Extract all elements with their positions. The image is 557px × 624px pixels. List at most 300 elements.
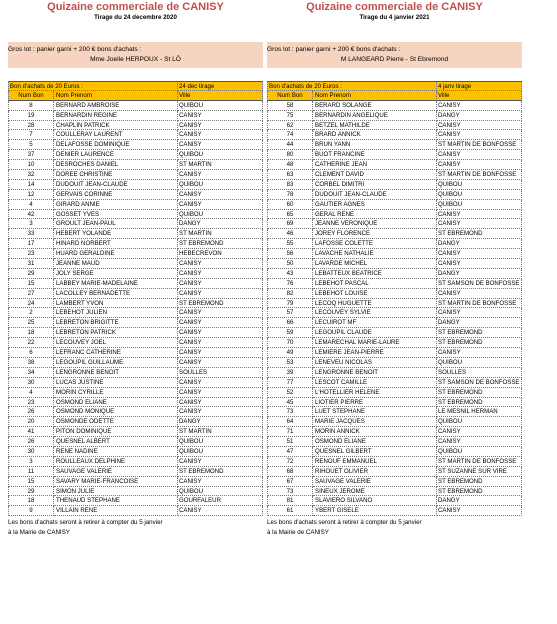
winners-table — [8, 81, 263, 516]
cell-num-bon: 10 — [8, 160, 54, 170]
cell-num-bon: 26 — [8, 437, 54, 447]
table-row — [267, 200, 522, 210]
cell-nom-prenom: DUDOUIT JEAN-CLAUDE — [54, 180, 178, 190]
cell-num-bon: 23 — [8, 249, 54, 259]
cell-num-bon: 30 — [8, 378, 54, 388]
cell-num-bon: 39 — [267, 368, 313, 378]
pickup-note-line2: à la Mairie de CANISY — [267, 529, 329, 537]
table-row — [8, 229, 263, 239]
cell-num-bon: 25 — [8, 318, 54, 328]
cell-nom-prenom: RIHOUET OLIVIER — [313, 467, 437, 477]
cell-nom-prenom: SINEUX JEROME — [313, 487, 437, 497]
table-header-label-row — [8, 81, 263, 91]
cell-nom-prenom: LUET STEPHANE — [313, 407, 437, 417]
cell-nom-prenom: BERNARDIN REGINE — [54, 111, 178, 121]
cell-num-bon: 67 — [267, 477, 313, 487]
cell-nom-prenom: OSMOND ELIANE — [313, 437, 437, 447]
table-row — [8, 239, 263, 249]
cell-nom-prenom: CORBEL DIMITRI — [313, 180, 437, 190]
cell-nom-prenom: GERAL RENE — [313, 210, 437, 220]
cell-num-bon: 48 — [267, 160, 313, 170]
cell-nom-prenom: LAVARDE MICHEL — [313, 259, 437, 269]
table-row — [267, 427, 522, 437]
cell-nom-prenom: LECOUVEY SYLVIE — [313, 308, 437, 318]
cell-num-bon: 62 — [267, 121, 313, 131]
cell-num-bon: 31 — [8, 259, 54, 269]
cell-ville: QUIBOU — [178, 150, 263, 160]
cell-num-bon: 78 — [267, 190, 313, 200]
cell-nom-prenom: GOSSET YVES — [54, 210, 178, 220]
table-row — [267, 190, 522, 200]
cell-ville: CANISY — [437, 259, 522, 269]
cell-ville: CANISY — [178, 477, 263, 487]
table-row — [8, 160, 263, 170]
table-row — [267, 150, 522, 160]
cell-num-bon: 14 — [8, 180, 54, 190]
cell-num-bon: 80 — [267, 150, 313, 160]
table-row — [267, 407, 522, 417]
cell-ville: CANISY — [437, 160, 522, 170]
cell-num-bon: 76 — [267, 279, 313, 289]
cell-ville: CANISY — [178, 121, 263, 131]
cell-num-bon: 57 — [267, 308, 313, 318]
cell-num-bon: 71 — [267, 427, 313, 437]
cell-ville: CANISY — [437, 150, 522, 160]
cell-ville: CANISY — [437, 506, 522, 516]
cell-nom-prenom: COULLERAY LAURENT — [54, 130, 178, 140]
cell-nom-prenom: ROULLEAUX DELPHINE — [54, 457, 178, 467]
cell-nom-prenom: LACOLLEY BERNADETTE — [54, 289, 178, 299]
table-row — [8, 328, 263, 338]
table-row — [8, 269, 263, 279]
table-row — [8, 496, 263, 506]
pickup-note — [267, 518, 522, 538]
cell-num-bon: 58 — [267, 101, 313, 111]
cell-nom-prenom: THENAUD STEPHANE — [54, 496, 178, 506]
table-row — [267, 368, 522, 378]
cell-ville: QUIBOU — [437, 417, 522, 427]
cell-nom-prenom: SIMON JULIE — [54, 487, 178, 497]
table-row — [8, 140, 263, 150]
cell-num-bon: 33 — [8, 229, 54, 239]
cell-ville: ST MARTIN — [178, 427, 263, 437]
cell-ville: CANISY — [178, 388, 263, 398]
cell-ville: CANISY — [437, 210, 522, 220]
cell-ville: CANISY — [437, 101, 522, 111]
table-row — [8, 210, 263, 220]
cell-ville: HEBECREVON — [178, 249, 263, 259]
cell-num-bon: 77 — [267, 378, 313, 388]
cell-nom-prenom: PITON DOMINIQUE — [54, 427, 178, 437]
table-body — [267, 101, 522, 516]
pickup-note — [8, 518, 263, 538]
table-row — [267, 358, 522, 368]
cell-num-bon: 6 — [8, 348, 54, 358]
cell-ville: CANISY — [437, 289, 522, 299]
cell-num-bon: 68 — [267, 467, 313, 477]
cell-nom-prenom: QUESNEL ALBERT — [54, 437, 178, 447]
cell-num-bon: 50 — [267, 259, 313, 269]
cell-nom-prenom: HEBERT YOLANDE — [54, 229, 178, 239]
table-row — [8, 477, 263, 487]
cell-ville: QUIBOU — [178, 210, 263, 220]
cell-nom-prenom: LEMARECHAL MARIE-LAURE — [313, 338, 437, 348]
cell-ville: ST EBREMOND — [178, 299, 263, 309]
prize-winner: Mme Joelle HERPOUX - St LÔ — [90, 56, 181, 63]
cell-nom-prenom: BERARD SOLANGE — [313, 101, 437, 111]
cell-nom-prenom: RENOUF EMMANUEL — [313, 457, 437, 467]
cell-num-bon: 22 — [8, 338, 54, 348]
cell-ville: SOULLES — [437, 368, 522, 378]
table-row — [267, 496, 522, 506]
cell-nom-prenom: JOREY FLORENCE — [313, 229, 437, 239]
table-row — [267, 477, 522, 487]
table-row — [8, 447, 263, 457]
cell-ville: QUIBOU — [178, 447, 263, 457]
cell-nom-prenom: YBERT GISELE — [313, 506, 437, 516]
cell-num-bon: 34 — [8, 368, 54, 378]
cell-nom-prenom: QUESNEL GILBERT — [313, 447, 437, 457]
panel-tirage-4-janvier — [267, 0, 522, 538]
cell-nom-prenom: DUDOUIT JEAN-CLAUDE — [313, 190, 437, 200]
cell-num-bon: 63 — [267, 170, 313, 180]
table-row — [267, 259, 522, 269]
table-row — [267, 447, 522, 457]
table-row — [8, 130, 263, 140]
cell-ville: ST MARTIN DE BONFOSSE — [437, 299, 522, 309]
winners-table — [267, 81, 522, 516]
cell-ville: CANISY — [178, 190, 263, 200]
cell-nom-prenom: DENIER LAURENCE — [54, 150, 178, 160]
cell-ville: ST MARTIN — [178, 229, 263, 239]
cell-nom-prenom: LECOQ HUGUETTE — [313, 299, 437, 309]
cell-ville: QUIBOU — [178, 180, 263, 190]
cell-num-bon: 55 — [267, 239, 313, 249]
cell-nom-prenom: RENE NADINE — [54, 447, 178, 457]
table-row — [267, 417, 522, 427]
table-row — [267, 348, 522, 358]
cell-nom-prenom: DOREE CHRISTINE — [54, 170, 178, 180]
cell-nom-prenom: JEANNE VERONIQUE — [313, 219, 437, 229]
cell-num-bon: 66 — [267, 318, 313, 328]
cell-ville: CANISY — [178, 348, 263, 358]
cell-ville: CANISY — [178, 279, 263, 289]
cell-ville: DANGY — [437, 496, 522, 506]
table-row — [267, 180, 522, 190]
cell-ville: CANISY — [437, 121, 522, 131]
cell-ville: CANISY — [178, 111, 263, 121]
cell-nom-prenom: LEBRETON BRIGITTE — [54, 318, 178, 328]
table-row — [267, 388, 522, 398]
cell-ville: SOULLES — [178, 368, 263, 378]
table-row — [267, 318, 522, 328]
cell-ville: CANISY — [178, 378, 263, 388]
cell-ville: ST EBREMOND — [178, 239, 263, 249]
cell-num-bon: 72 — [267, 457, 313, 467]
table-row — [267, 121, 522, 131]
cell-num-bon: 28 — [8, 121, 54, 131]
panel-title: Quizaine commerciale de CANISY — [306, 1, 483, 13]
cell-num-bon: 32 — [8, 170, 54, 180]
cell-nom-prenom: LEBEHOT JULIEN — [54, 308, 178, 318]
cell-nom-prenom: L'HOTELLIER HELENE — [313, 388, 437, 398]
cell-nom-prenom: LEGOUPIL CLAUDE — [313, 328, 437, 338]
cell-num-bon: 83 — [267, 180, 313, 190]
cell-ville: DANGY — [437, 111, 522, 121]
cell-nom-prenom: SLAVIERO SILVANO — [313, 496, 437, 506]
table-row — [267, 210, 522, 220]
cell-nom-prenom: OSMOND MONIQUE — [54, 407, 178, 417]
cell-num-bon: 47 — [267, 447, 313, 457]
cell-nom-prenom: BERNARDIN ANGELIQUE — [313, 111, 437, 121]
cell-ville: DANGY — [437, 269, 522, 279]
cell-nom-prenom: BETZEL MATHILDE — [313, 121, 437, 131]
cell-num-bon: 49 — [267, 348, 313, 358]
cell-nom-prenom: BRUN YANN — [313, 140, 437, 150]
cell-num-bon: 79 — [267, 299, 313, 309]
table-row — [8, 467, 263, 477]
cell-num-bon: 11 — [8, 467, 54, 477]
panel-title: Quizaine commerciale de CANISY — [47, 1, 224, 13]
cell-ville: ST MARTIN DE BONFOSSE — [437, 140, 522, 150]
cell-num-bon: 81 — [267, 496, 313, 506]
cell-ville: ST EBREMOND — [437, 398, 522, 408]
cell-nom-prenom: MORIN ANNICK — [313, 427, 437, 437]
cell-ville: CANISY — [178, 328, 263, 338]
table-row — [8, 219, 263, 229]
table-row — [8, 506, 263, 516]
cell-ville: QUIBOU — [178, 101, 263, 111]
cell-nom-prenom: BRARD ANNICK — [313, 130, 437, 140]
table-row — [267, 457, 522, 467]
cell-nom-prenom: LEBATTEUX BEATRICE — [313, 269, 437, 279]
cell-num-bon: 19 — [8, 111, 54, 121]
cell-ville: DANGY — [178, 417, 263, 427]
cell-ville: QUIBOU — [437, 447, 522, 457]
cell-num-bon: 45 — [267, 398, 313, 408]
prize-line: Gros lot : panier garni + 200 € bons d'achats : — [267, 46, 401, 53]
panel-subtitle: Tirage du 4 janvier 2021 — [359, 14, 430, 21]
cell-nom-prenom: LECUIROT MF — [313, 318, 437, 328]
table-row — [8, 358, 263, 368]
cell-nom-prenom: JEANNE MAUD — [54, 259, 178, 269]
table-row — [8, 487, 263, 497]
cell-nom-prenom: OSMOND ELIANE — [54, 398, 178, 408]
cell-num-bon: 60 — [267, 200, 313, 210]
cell-nom-prenom: DESROCHES DANIEL — [54, 160, 178, 170]
table-row — [8, 308, 263, 318]
cell-nom-prenom: VILLAIN RENE — [54, 506, 178, 516]
cell-num-bon: 5 — [8, 140, 54, 150]
cell-nom-prenom: SAUVAGE VALERIE — [54, 467, 178, 477]
cell-nom-prenom: LENGRONNE BENOIT — [313, 368, 437, 378]
table-row — [267, 239, 522, 249]
table-row — [8, 407, 263, 417]
cell-num-bon: 73 — [267, 487, 313, 497]
cell-ville: CANISY — [437, 308, 522, 318]
prize-line: Gros lot : panier garni + 200 € bons d'achats : — [8, 46, 142, 53]
cell-ville: CANISY — [437, 219, 522, 229]
cell-nom-prenom: LENGRONNE BENOIT — [54, 368, 178, 378]
cell-nom-prenom: HINARD NORBERT — [54, 239, 178, 249]
cell-num-bon: 3 — [8, 457, 54, 467]
table-row — [267, 170, 522, 180]
cell-ville: ST EBREMOND — [437, 388, 522, 398]
cell-num-bon: 38 — [8, 358, 54, 368]
column-header-nom-prenom: Nom Prenom — [54, 91, 178, 101]
table-row — [267, 467, 522, 477]
column-header-ville: Ville — [437, 91, 522, 101]
cell-num-bon: 61 — [267, 506, 313, 516]
cell-nom-prenom: LESCOT CAMILLE — [313, 378, 437, 388]
cell-ville: QUIBOU — [437, 200, 522, 210]
cell-nom-prenom: CLEMENT DAVID — [313, 170, 437, 180]
cell-ville: CANISY — [178, 289, 263, 299]
panel-tirage-24-decembre — [8, 0, 263, 538]
table-row — [267, 487, 522, 497]
cell-ville: CANISY — [437, 437, 522, 447]
table-row — [8, 170, 263, 180]
cell-nom-prenom: LEFRANC CATHERINE — [54, 348, 178, 358]
table-row — [8, 338, 263, 348]
cell-ville: ST EBREMOND — [437, 338, 522, 348]
table-row — [267, 111, 522, 121]
table-row — [267, 289, 522, 299]
cell-num-bon: 82 — [267, 289, 313, 299]
cell-num-bon: 4 — [8, 388, 54, 398]
table-row — [267, 378, 522, 388]
cell-num-bon: 18 — [8, 496, 54, 506]
cell-ville: ST SAMSON DE BONFOSSE — [437, 279, 522, 289]
header-tirage: 4 janv tirage — [437, 81, 522, 91]
cell-nom-prenom: LENEVEU NICOLAS — [313, 358, 437, 368]
cell-num-bon: 75 — [267, 111, 313, 121]
cell-nom-prenom: LUCAS JUSTINE — [54, 378, 178, 388]
table-row — [267, 269, 522, 279]
cell-ville: CANISY — [178, 170, 263, 180]
cell-nom-prenom: CATHERINE JEAN — [313, 160, 437, 170]
table-body — [8, 101, 263, 516]
cell-num-bon: 29 — [8, 487, 54, 497]
cell-num-bon: 41 — [8, 427, 54, 437]
prize-box — [8, 42, 263, 68]
cell-nom-prenom: LEGOUPIL GUILLAUME — [54, 358, 178, 368]
panel-subtitle: Tirage du 24 decembre 2020 — [94, 14, 177, 21]
table-row — [8, 299, 263, 309]
cell-ville: CANISY — [178, 358, 263, 368]
cell-nom-prenom: MARIE JACQUES — [313, 417, 437, 427]
prize-winner: M LANGEARD Pierre - St Ebremond — [340, 56, 449, 63]
cell-ville: CANISY — [178, 269, 263, 279]
cell-ville: CANISY — [437, 348, 522, 358]
cell-nom-prenom: LAMBERT YVON — [54, 299, 178, 309]
header-label: Bon d'achats de 20 Euros : — [267, 81, 437, 91]
cell-nom-prenom: MORIN CYRILLE — [54, 388, 178, 398]
cell-ville: ST MARTIN DE BONFOSSE — [437, 457, 522, 467]
cell-nom-prenom: LECOUVEY JOEL — [54, 338, 178, 348]
cell-ville: QUIBOU — [437, 190, 522, 200]
cell-num-bon: 24 — [8, 299, 54, 309]
cell-num-bon: 30 — [8, 447, 54, 457]
cell-num-bon: 27 — [8, 289, 54, 299]
cell-num-bon: 4 — [8, 200, 54, 210]
cell-num-bon: 8 — [8, 101, 54, 111]
table-row — [8, 457, 263, 467]
table-row — [267, 338, 522, 348]
cell-num-bon: 20 — [8, 417, 54, 427]
cell-ville: ST EBREMOND — [178, 467, 263, 477]
cell-num-bon: 7 — [8, 130, 54, 140]
table-row — [8, 259, 263, 269]
cell-ville: LE MESNIL HERMAN — [437, 407, 522, 417]
cell-num-bon: 59 — [267, 328, 313, 338]
cell-nom-prenom: BERNARD AMBROISE — [54, 101, 178, 111]
cell-num-bon: 12 — [8, 190, 54, 200]
table-row — [8, 398, 263, 408]
cell-nom-prenom: LAFOSSE COLETTE — [313, 239, 437, 249]
cell-ville: QUIBOU — [178, 437, 263, 447]
table-column-header-row — [8, 91, 263, 101]
cell-nom-prenom: GIRARD ANNIE — [54, 200, 178, 210]
cell-nom-prenom: GROULT JEAN-PAUL — [54, 219, 178, 229]
cell-num-bon: 70 — [267, 338, 313, 348]
cell-num-bon: 42 — [8, 210, 54, 220]
cell-ville: ST MARTIN DE BONFOSSE — [437, 170, 522, 180]
column-header-nom-prenom: Nom Prenom — [313, 91, 437, 101]
table-row — [267, 279, 522, 289]
cell-ville: CANISY — [178, 407, 263, 417]
cell-nom-prenom: LEBEHOT LOUISE — [313, 289, 437, 299]
table-row — [267, 130, 522, 140]
table-header-label-row — [267, 81, 522, 91]
header-tirage: 24 dec tirage — [178, 81, 263, 91]
cell-nom-prenom: LEBEHOT PASCAL — [313, 279, 437, 289]
cell-ville: CANISY — [178, 200, 263, 210]
cell-nom-prenom: LABBEY MARIE-MADELAINE — [54, 279, 178, 289]
pickup-note-line2: à la Mairie de CANISY — [8, 529, 70, 537]
table-row — [8, 427, 263, 437]
cell-ville: CANISY — [178, 130, 263, 140]
cell-num-bon: 56 — [267, 249, 313, 259]
cell-num-bon: 18 — [8, 328, 54, 338]
table-row — [8, 190, 263, 200]
pickup-note-line1: Les bons d'achats seront à retirer à compter du 5 janvier — [8, 519, 163, 527]
prize-box — [267, 42, 522, 68]
cell-ville: ST EBREMOND — [437, 229, 522, 239]
cell-ville: CANISY — [437, 130, 522, 140]
cell-num-bon: 15 — [8, 279, 54, 289]
cell-ville: ST SUZANNE SUR VIRE — [437, 467, 522, 477]
table-row — [8, 368, 263, 378]
table-row — [8, 417, 263, 427]
cell-num-bon: 3 — [8, 219, 54, 229]
cell-ville: DANGY — [437, 239, 522, 249]
cell-ville: CANISY — [178, 140, 263, 150]
table-row — [8, 279, 263, 289]
cell-num-bon: 74 — [267, 130, 313, 140]
cell-num-bon: 43 — [267, 269, 313, 279]
table-column-header-row — [267, 91, 522, 101]
table-row — [8, 318, 263, 328]
table-row — [8, 378, 263, 388]
table-row — [8, 437, 263, 447]
cell-ville: CANISY — [178, 398, 263, 408]
table-row — [8, 388, 263, 398]
table-row — [267, 398, 522, 408]
cell-num-bon: 51 — [267, 437, 313, 447]
table-row — [8, 348, 263, 358]
cell-num-bon: 15 — [8, 477, 54, 487]
